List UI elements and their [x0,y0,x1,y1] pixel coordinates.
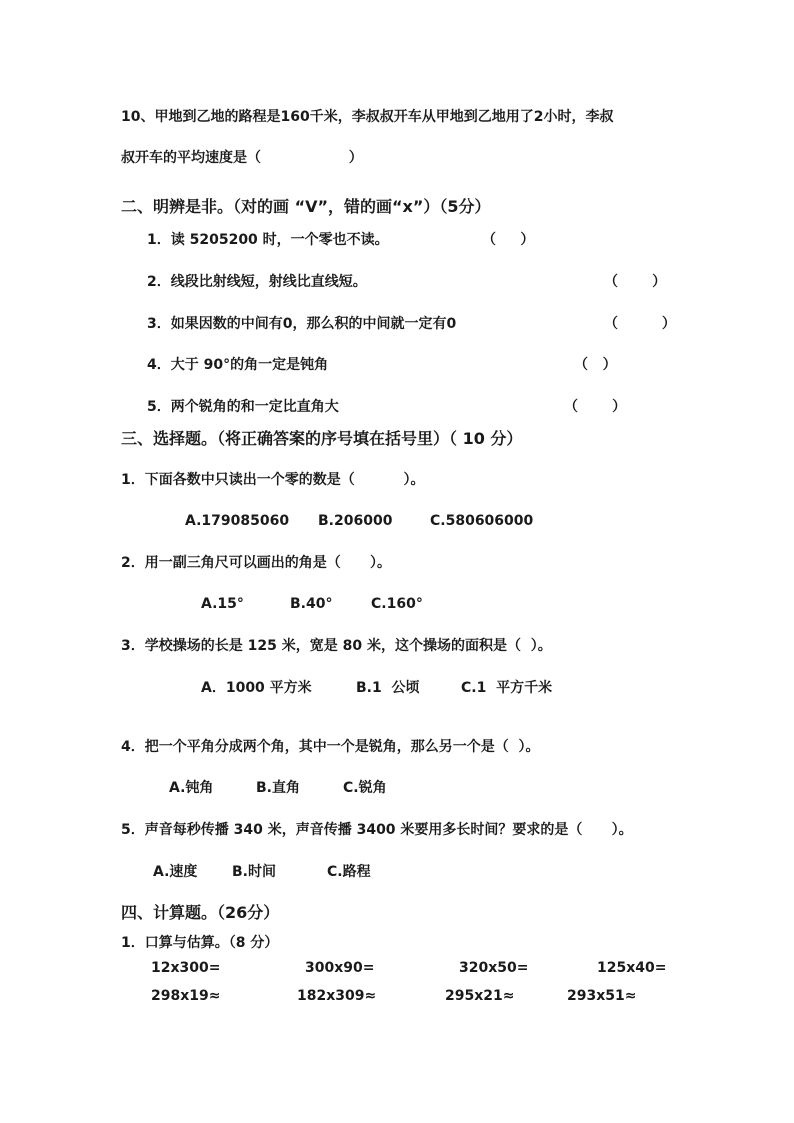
calc-r1-4: 125x40= [597,960,667,976]
calc-r2-2: 182x309≈ [297,988,377,1004]
tf-item-5-bracket[interactable]: （ ） [564,399,627,415]
mc-q1-option-c[interactable]: C.580606000 [430,513,534,529]
calc-r2-1: 298x19≈ [151,988,221,1004]
mc-q5-option-b[interactable]: B.时间 [232,864,276,880]
q10-line1: 10、甲地到乙地的路程是160千米，李叔叔开车从甲地到乙地用了2小时，李叔 [121,109,614,125]
mc-q4-text: 4．把一个平角分成两个角，其中一个是锐角，那么另一个是（ ）。 [121,739,540,755]
calc-r2-3: 295x21≈ [445,988,515,1004]
calc-r1-2: 300x90= [305,960,375,976]
mc-q4-option-a[interactable]: A.钝角 [169,780,214,796]
mc-q1-text: 1．下面各数中只读出一个零的数是（ ）。 [121,472,425,488]
mc-q5-text: 5．声音每秒传播 340 米，声音传播 3400 米要用多长时间？要求的是（ ）。 [121,822,633,838]
mc-q2-option-a[interactable]: A.15° [201,596,244,612]
mc-q3-option-c[interactable]: C.1 平方千米 [461,680,553,696]
section2-title: 二、明辨是非。（对的画 “V”，错的画“x”）（5分） [121,197,491,216]
calc-r1-1: 12x300= [151,960,221,976]
mc-q3-text: 3．学校操场的长是 125 米，宽是 80 米，这个操场的面积是（ ）。 [121,638,552,654]
tf-item-3-text: 3．如果因数的中间有0，那么积的中间就一定有0 [147,316,457,332]
section4-title: 四、计算题。（26分） [121,903,280,922]
calc-r2-4: 293x51≈ [567,988,637,1004]
calc-r1-3: 320x50= [459,960,529,976]
mc-q3-option-b[interactable]: B.1 公顷 [356,680,420,696]
tf-item-1-bracket[interactable]: （ ） [482,232,535,248]
mc-q2-option-c[interactable]: C.160° [371,596,423,612]
tf-item-3-bracket[interactable]: （ ） [604,316,676,332]
mc-q5-option-a[interactable]: A.速度 [153,864,198,880]
tf-item-5-text: 5．两个锐角的和一定比直角大 [147,399,339,415]
mc-q2-option-b[interactable]: B.40° [290,596,333,612]
mc-q4-option-c[interactable]: C.锐角 [343,780,387,796]
section3-title: 三、选择题。（将正确答案的序号填在括号里）（ 10 分） [121,429,523,448]
section4-sub1: 1．口算与估算。（8 分） [121,935,279,951]
mc-q2-text: 2．用一副三角尺可以画出的角是（ ）。 [121,555,391,571]
mc-q4-option-b[interactable]: B.直角 [256,780,300,796]
tf-item-4-text: 4．大于 90°的角一定是钝角 [147,357,329,373]
mc-q5-option-c[interactable]: C.路程 [327,864,371,880]
tf-item-2-text: 2．线段比射线短，射线比直线短。 [147,274,367,290]
q10-line2: 叔开车的平均速度是（ ） [121,150,363,166]
mc-q1-option-a[interactable]: A.179085060 [185,513,290,529]
mc-q3-option-a[interactable]: A．1000 平方米 [201,680,312,696]
mc-q1-option-b[interactable]: B.206000 [318,513,393,529]
tf-item-2-bracket[interactable]: （ ） [604,274,667,290]
tf-item-4-bracket[interactable]: （ ） [574,357,617,373]
tf-item-1-text: 1．读 5205200 时，一个零也不读。 [147,232,389,248]
